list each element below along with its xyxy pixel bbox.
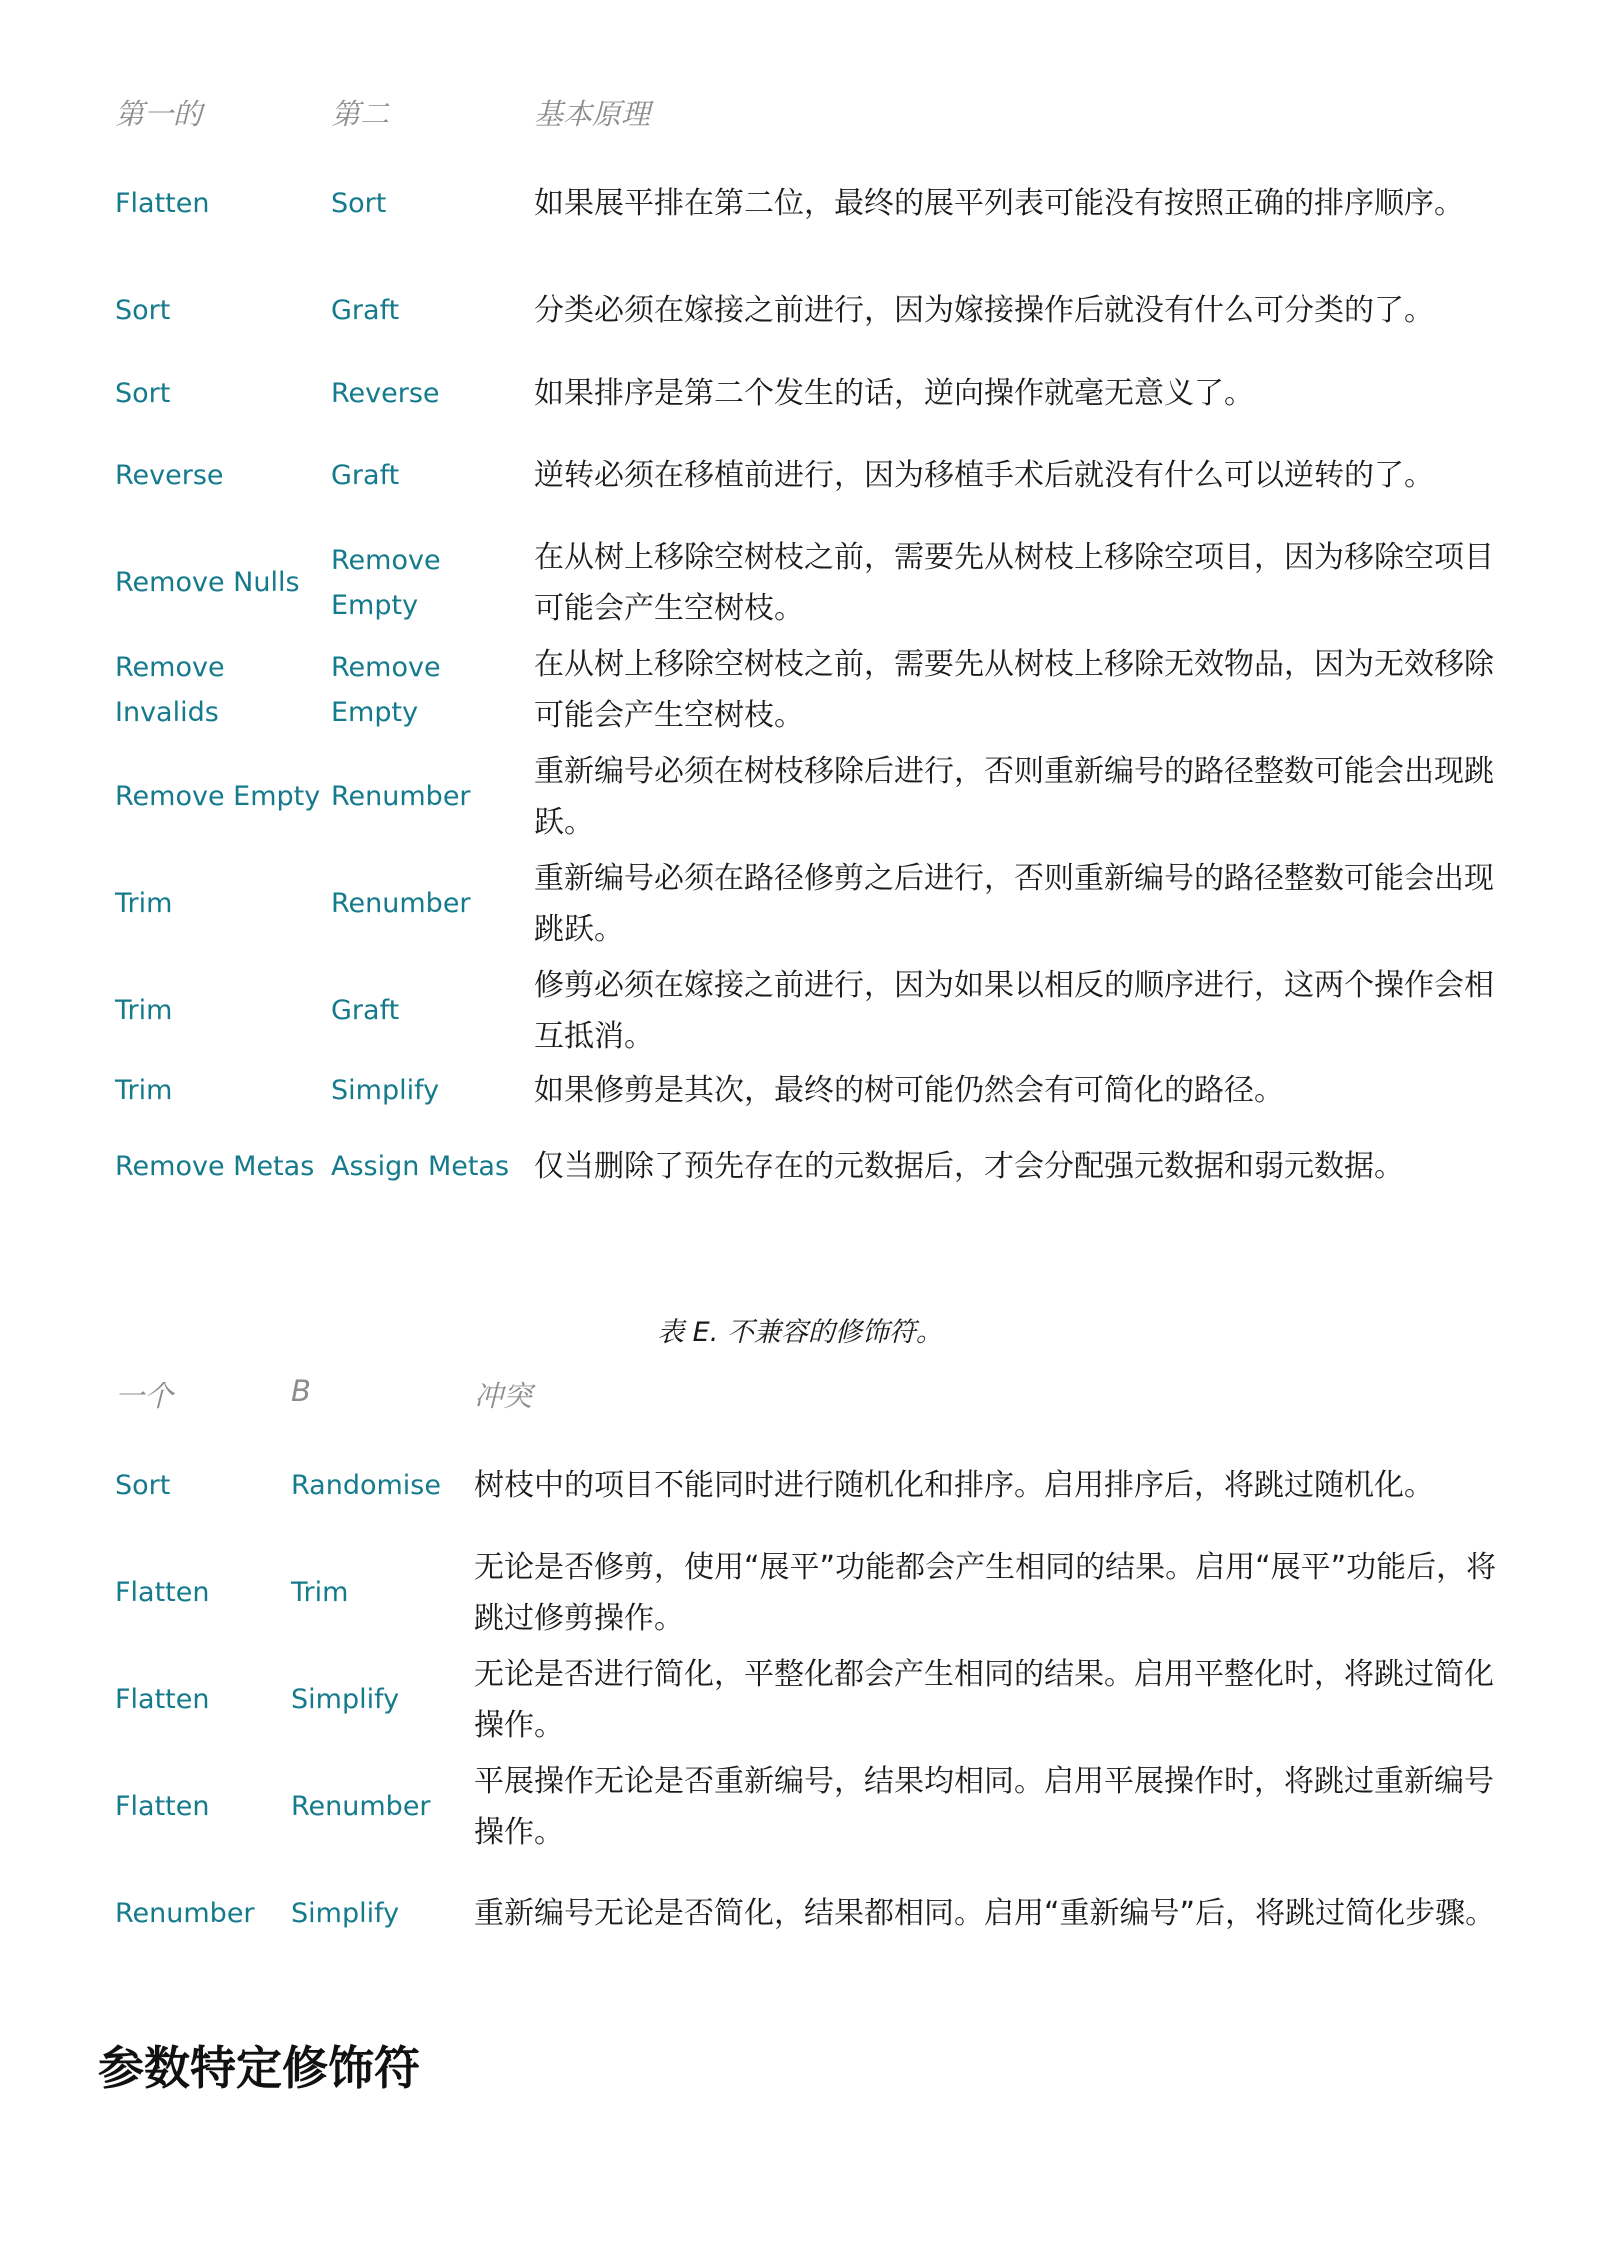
table-row: [115, 850, 1510, 957]
table-row: [115, 636, 1510, 743]
table-row: [115, 1753, 1510, 1860]
table-row: [115, 422, 1510, 529]
table-row: [115, 150, 1510, 257]
modifier-b: Renumber: [291, 1791, 431, 1822]
table-row: [115, 1432, 1510, 1539]
modifier-a: Flatten: [115, 1791, 210, 1822]
first-modifier: Remove Metas: [115, 1150, 315, 1182]
second-modifier: Graft: [331, 995, 400, 1026]
modifier-b: Simplify: [291, 1898, 400, 1929]
header-b: B: [291, 1374, 311, 1408]
rationale-text: 在从树上移除空树枝之前，需要先从树枝上移除无效物品，因为无效移除可能会产生空树枝。: [534, 646, 1494, 733]
table-row: [115, 1539, 1510, 1646]
first-modifier: Trim: [115, 888, 173, 919]
modifier-b: Randomise: [291, 1470, 441, 1501]
table-row: [115, 257, 1510, 364]
table-row: [115, 364, 1510, 422]
table-row: [115, 1860, 1510, 1967]
first-modifier: Reverse: [115, 460, 224, 491]
rationale-text: 如果排序是第二个发生的话，逆向操作就毫无意义了。: [534, 375, 1254, 411]
second-modifier: Sort: [331, 188, 387, 219]
second-modifier: Simplify: [331, 1074, 440, 1106]
second-modifier: Renumber: [331, 781, 471, 812]
rationale-text: 分类必须在嫁接之前进行，因为嫁接操作后就没有什么可分类的了。: [534, 293, 1434, 328]
modifier-a: Renumber: [115, 1898, 255, 1929]
conflict-text: 树枝中的项目不能同时进行随机化和排序。启用排序后，将跳过随机化。: [474, 1468, 1434, 1503]
conflict-text: 重新编号无论是否简化，结果都相同。启用“重新编号”后，将跳过简化步骤。: [474, 1896, 1496, 1931]
modifier-a: Sort: [115, 1470, 171, 1501]
header-conflict: 冲突: [474, 1379, 533, 1413]
first-modifier: Remove Nulls: [115, 567, 300, 598]
rationale-text: 如果展平排在第二位，最终的展平列表可能没有按照正确的排序顺序。: [534, 186, 1464, 221]
ordering-table: [115, 86, 1510, 1216]
first-modifier: Flatten: [115, 188, 210, 219]
table-row: [115, 1116, 1510, 1216]
first-modifier: Sort: [115, 377, 171, 409]
first-modifier: Remove Empty: [115, 781, 321, 812]
first-modifier: Trim: [115, 995, 173, 1026]
header-rationale: 基本原理: [534, 97, 651, 131]
modifier-b: Trim: [291, 1577, 349, 1608]
first-modifier: Trim: [115, 1074, 173, 1106]
table-row: [115, 957, 1510, 1064]
first-modifier: Sort: [115, 295, 171, 326]
modifier-a: Flatten: [115, 1684, 210, 1715]
rationale-text: 如果修剪是其次，最终的树可能仍然会有可简化的路径。: [534, 1072, 1284, 1108]
table-row: [115, 529, 1510, 636]
first-modifier: Remove Invalids: [115, 651, 225, 728]
modifier-a: Flatten: [115, 1577, 210, 1608]
rationale-text: 重新编号必须在树枝移除后进行，否则重新编号的路径整数可能会出现跳跃。: [534, 753, 1494, 840]
second-modifier: Graft: [331, 460, 400, 491]
second-modifier: Remove Empty: [331, 544, 441, 621]
modifier-b: Simplify: [291, 1684, 400, 1715]
table-caption: 表 E. 不兼容的修饰符。: [657, 1317, 943, 1348]
second-modifier: Remove Empty: [331, 651, 441, 728]
conflict-text: 平展操作无论是否重新编号，结果均相同。启用平展操作时，将跳过重新编号操作。: [474, 1763, 1494, 1850]
header-a: 一个: [115, 1379, 174, 1413]
conflict-text: 无论是否进行简化，平整化都会产生相同的结果。启用平整化时，将跳过简化操作。: [474, 1656, 1494, 1743]
table-row: [115, 743, 1510, 850]
second-modifier: Graft: [331, 295, 400, 326]
rationale-text: 逆转必须在移植前进行，因为移植手术后就没有什么可以逆转的了。: [534, 458, 1434, 493]
rationale-text: 重新编号必须在路径修剪之后进行，否则重新编号的路径整数可能会出现跳跃。: [534, 860, 1494, 947]
section-heading: 参数特定修饰符: [98, 2041, 420, 2095]
rationale-text: 在从树上移除空树枝之前，需要先从树枝上移除空项目，因为移除空项目可能会产生空树枝。: [534, 539, 1494, 626]
rationale-text: 仅当删除了预先存在的元数据后，才会分配强元数据和弱元数据。: [534, 1148, 1404, 1184]
incompatible-modifiers-table: [115, 1368, 1510, 1967]
table-header-row: [115, 86, 1510, 150]
table-row: [115, 1064, 1510, 1116]
second-modifier: Reverse: [331, 377, 440, 409]
second-modifier: Renumber: [331, 888, 471, 919]
conflict-text: 无论是否修剪，使用“展平”功能都会产生相同的结果。启用“展平”功能后，将跳过修剪操作。: [474, 1549, 1497, 1636]
second-modifier: Assign Metas: [331, 1150, 510, 1182]
header-first: 第一的: [115, 97, 203, 131]
rationale-text: 修剪必须在嫁接之前进行，因为如果以相反的顺序进行，这两个操作会相互抵消。: [534, 967, 1494, 1054]
table-header-row: [115, 1368, 1510, 1432]
header-second: 第二: [331, 97, 390, 131]
table-row: [115, 1646, 1510, 1753]
